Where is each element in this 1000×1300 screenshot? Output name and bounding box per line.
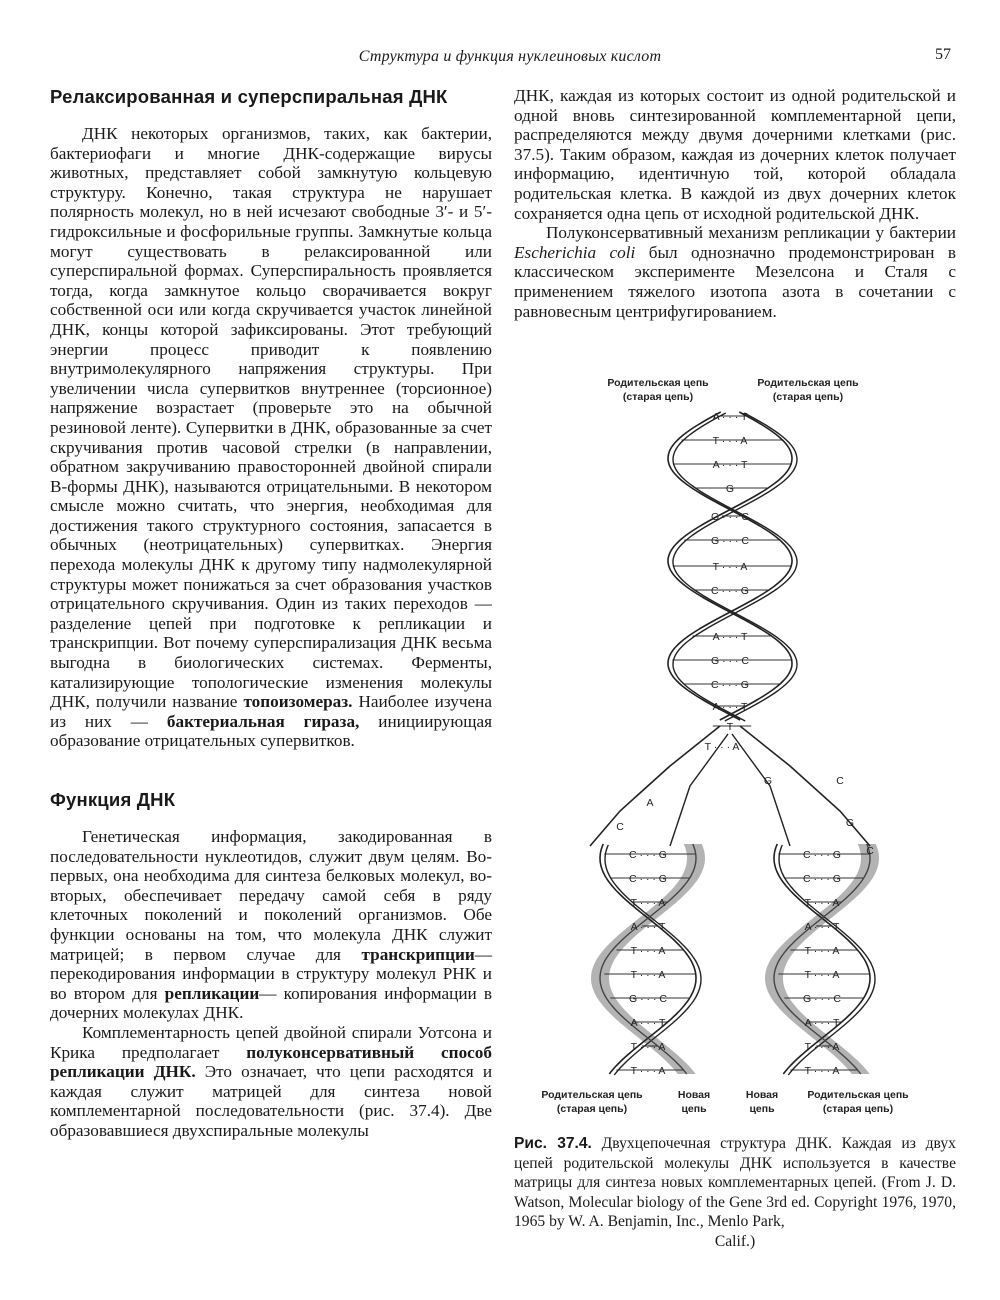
right-daughter-base-pair-label: C · · · G <box>803 873 841 885</box>
fork-inner-right <box>732 734 790 846</box>
left-daughter-base-pair-label: C · · · G <box>629 849 667 861</box>
caption-text: Двухцепочечная структура ДНК. Каждая из двух цепей родительской молекулы ДНК используется в качестве матрицы для синтеза новых комплементарных цепей. (From J. D. Watson, Molecular biology of the Gene 3rd ed. Copyright 1976, 1970, 1965 by W. A. Benjamin, Inc., Menlo Park, <box>514 1135 956 1231</box>
left-daughter-base-pair-label: G · · · C <box>629 993 667 1005</box>
caption-label: Рис. 37.4. <box>514 1135 592 1152</box>
paragraph-text: Генетическая информация, закодированная в последовательности нуклеотидов, служит двум целям. Во-первых, она необходима для синтеза белковых молекул, во-вторых, обеспечивает передачу самой себя в ряду клеточных поколений и поколений организмов. Обе функции основаны на том, что молекула ДНК служит матрицей; в первом случае для <box>50 827 492 964</box>
base-pair-label: G · · · C <box>711 655 749 667</box>
paragraph-meselson-stahl <box>514 223 956 321</box>
section-title-dna-function: Функция ДНК <box>50 789 176 810</box>
left-daughter-base-pair-label: A · · · T <box>630 921 666 933</box>
label-old-strand-bottom-4: (старая цепь) <box>822 1103 894 1115</box>
paragraph-complementarity <box>50 1023 492 1141</box>
left-daughter-base-pair-label: T · · · A <box>630 945 666 957</box>
label-new-strand-bottom-3b: цепь <box>749 1103 775 1115</box>
paragraph-text: Наиболее изучена из них — <box>50 692 492 731</box>
term-gyrase: бактериальная гираза, <box>166 711 360 731</box>
paragraph-text: — копирования информации в дочерних молекулах ДНК. <box>50 983 493 1023</box>
base-pair-label: G · · · C <box>711 511 749 523</box>
label-parent-strand-top-right: Родительская цепь <box>757 377 859 389</box>
paragraph-text: инициирующая образование отрицательных супервитков. <box>50 711 493 751</box>
label-new-strand-bottom-2b: цепь <box>681 1103 707 1115</box>
label-new-strand-bottom-2: Новая <box>677 1089 711 1101</box>
right-daughter-base-pair-label: A · · · T <box>804 921 840 933</box>
paragraph-text: ДНК некоторых организмов, таких, как бактерии, бактериофаги и многие ДНК-содержащие вирусы животных, представляет собой замкнутую кольцевую структуру. Конечно, такая структура не нарушает полярность молекул, но в ней исчезают свободные 3′- и 5′-гидроксильные и фосфорильные группы. Замкнутые кольца могут существовать в релаксированной или суперспиральной формах. Суперспиральность проявляется тогда, когда замкнутое кольцо сворачивается вокруг собственной оси или когда скручивается участок линейной ДНК, концы которой зафиксированы. Этот требующий энергии процесс приводит к появлению внутримолекулярного напряжения структуры. При увеличении числа супервитков внутреннее (торсионное) напряжение возрастает (проверьте это на обычной резиновой ленте). Супервитки в ДНК, образованные за счет скручивания против часовой стрелки (в направлении, обратном закручиванию правосторонней двойной спирали B-формы ДНК), называются отрицательными. В некотором смысле можно считать, что энергия, необходимая для достижения такого структурного состояния, запасается в обычных (неотрицательных) супервитках. Энергия перехода молекулы ДНК к другому типу надмолекулярной структуры может понижаться за счет образования участков отрицательного скручивания. Один из таких переходов — разделение цепей при подготовке к репликации и транскрипции. Вот почему суперспирализация ДНК весьма выгодна в биологических системах. Ферменты, катализирующие топологические изменения молекулы ДНК, получили название <box>50 124 492 712</box>
section-title-supercoiled-dna: Релаксированная и суперспиральная ДНК <box>50 86 448 107</box>
split-base-label: G <box>845 817 855 829</box>
right-column <box>514 86 956 321</box>
right-daughter-base-pair-label: T · · · A <box>804 1041 840 1053</box>
figure-dna-replication <box>540 374 940 1124</box>
left-daughter-base-pair-label: A · · · T <box>630 1017 666 1029</box>
right-daughter-base-pair-label: T · · · A <box>804 945 840 957</box>
label-old-strand-top-left: (старая цепь) <box>622 391 694 403</box>
label-parent-strand-bottom-1: Родительская цепь <box>541 1089 643 1101</box>
left-daughter-base-pair-label: T · · · A <box>630 969 666 981</box>
right-daughter-base-pair-label: A · · · T <box>804 1017 840 1029</box>
split-base-label: C <box>616 821 624 833</box>
split-base-label: C <box>836 775 844 787</box>
paragraph-text: был однозначно продемонстрирован в классическом эксперименте Мезелсона и Сталя с применением тяжелого изотопа азота в сочетании с равновесным центрифугированием. <box>514 242 957 321</box>
paragraph-daughter-cells: ДНК, каждая из которых состоит из одной родительской и одной вновь синтезированной комплементарной цепи, распределяются между двумя дочерними клетками (рис. 37.5). Таким образом, каждая из дочерних клеток получает информацию, идентичную той, которой обладала родительская клетка. В каждой из двух дочерних клеток сохраняется одна цепь от исходной родительской ДНК. <box>514 86 956 223</box>
term-semiconservative: полуконсервативный способ репликации ДНК. <box>50 1042 492 1082</box>
label-parent-strand-top-left: Родительская цепь <box>607 377 709 389</box>
fork-left-strand <box>590 726 720 846</box>
page-number: 57 <box>935 46 951 63</box>
figure-caption <box>514 1134 956 1252</box>
paragraph-supercoiling <box>50 124 492 751</box>
base-pair-label: T · · · A <box>712 435 748 447</box>
base-pair-label: A · · · T <box>712 631 748 643</box>
right-daughter-base-pair-label: G · · · C <box>803 993 841 1005</box>
base-pair-label: G <box>725 483 735 495</box>
term-topoisomerases: топоизомераз. <box>243 692 353 712</box>
paragraph-text: Это означает, что цепи расходятся и каждая служит матрицей для синтеза новой комплементарной последовательности (рис. 37.4). Две образовавшиеся двухспиральные молекулы <box>50 1062 493 1140</box>
base-pair-label: C · · · G <box>711 585 749 597</box>
left-column <box>50 86 492 1141</box>
paragraph-genetic-information <box>50 827 492 1023</box>
base-pair-label: A · · · T <box>712 411 748 423</box>
left-daughter-base-pair-label: T · · · A <box>630 1041 666 1053</box>
split-base-label: G <box>763 775 773 787</box>
dna-replication-diagram <box>540 374 940 1124</box>
label-parent-strand-bottom-4: Родительская цепь <box>807 1089 909 1101</box>
base-pair-label: T · · · A <box>712 561 748 573</box>
paragraph-text: Комплементарность цепей двойной спирали Уотсона и Крика предполагает <box>50 1022 492 1062</box>
base-pair-label: A · · · T <box>712 701 748 713</box>
right-daughter-base-pair-label: T · · · A <box>804 969 840 981</box>
split-base-label: A <box>646 797 654 809</box>
right-daughter-base-pair-label: T · · · A <box>804 897 840 909</box>
species-name: Escherichia coli <box>514 242 636 262</box>
paragraph-text: — перекодирования информации в структуру молекул РНК и во втором для <box>50 944 492 1003</box>
base-pair-label: C · · · G <box>711 679 749 691</box>
label-old-strand-bottom-1: (старая цепь) <box>556 1103 628 1115</box>
term-replication: репликации <box>164 983 260 1003</box>
left-daughter-base-pair-label: C · · · G <box>629 873 667 885</box>
base-pair-label: A · · · T <box>712 459 748 471</box>
term-transcription: транскрипции <box>361 944 475 964</box>
right-daughter-base-pair-label: C · · · G <box>803 849 841 861</box>
left-daughter-base-pair-label: T · · · A <box>630 897 666 909</box>
caption-text-end: Calif.) <box>714 1232 756 1250</box>
split-base-label: C <box>866 845 874 857</box>
right-daughter-base-pair-label: T · · · A <box>804 1065 840 1077</box>
label-old-strand-top-right: (старая цепь) <box>772 391 844 403</box>
paragraph-text: Полуконсервативный механизм репликации у бактерии <box>546 223 956 243</box>
split-base-label: T · · · A <box>704 741 740 753</box>
label-new-strand-bottom-3: Новая <box>745 1089 779 1101</box>
base-pair-label: T <box>726 721 734 733</box>
left-daughter-base-pair-label: T · · · A <box>630 1065 666 1077</box>
running-title: Структура и функция нуклеиновых кислот <box>358 48 662 65</box>
base-pair-label: G · · · C <box>711 535 749 547</box>
